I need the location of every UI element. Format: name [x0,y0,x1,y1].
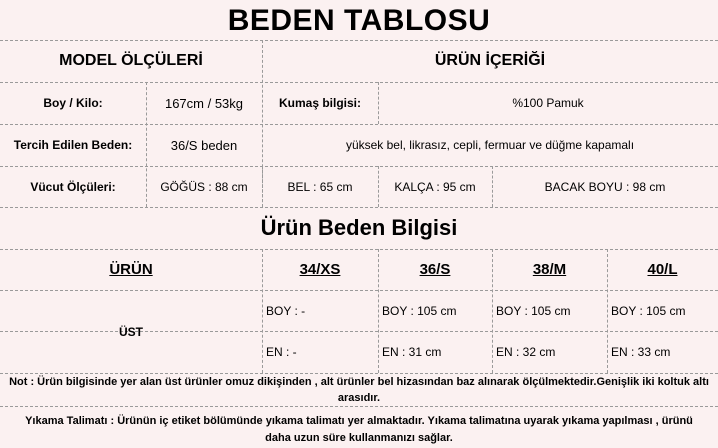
fabric-label: Kumaş bilgisi: [278,96,361,110]
leg-measurement: BACAK BOYU : 98 cm [544,179,666,194]
size-header-38m: 38/M [532,261,567,278]
product-header: ÜRÜN İÇERİĞİ [434,52,546,69]
waist-measurement: BEL : 65 cm [287,179,353,194]
boy-34xs: BOY : - [266,303,306,318]
height-weight-label: Boy / Kilo: [43,96,103,110]
boy-36s: BOY : 105 cm [382,303,457,318]
en-40l: EN : 33 cm [611,345,671,359]
top-garment-label: ÜST [119,324,143,339]
preferred-size-label: Tercih Edilen Beden: [13,138,133,152]
fabric-value: %100 Pamuk [512,96,584,110]
wash-instruction-line2: daha uzun süre kullanmanızı sağlar. [265,432,453,444]
en-36s: EN : 31 cm [382,345,442,359]
size-info-title: Ürün Beden Bilgisi [260,215,458,240]
boy-40l: BOY : 105 cm [611,303,686,318]
wash-instruction-line1: Yıkama Talimatı : Ürünün iç etiket bölümünde yıkama talimatı yer almaktadır. Yıkama talimatına uyarak yıkama yapılması , ürünü [25,415,693,427]
size-header-36s: 36/S [419,261,451,278]
preferred-size-value: 36/S beden [170,137,238,153]
body-measurements-label: Vücut Ölçüleri: [30,179,116,194]
height-weight-value: 167cm / 53kg [164,95,244,111]
en-34xs: EN : - [266,345,297,359]
product-features: yüksek bel, likrasız, cepli, fermuar ve düğme kapamalı [345,138,635,152]
size-header-34xs: 34/XS [299,261,341,278]
measurement-note-line2: arasıdır. [337,392,381,404]
divider [0,406,718,407]
page-title: BEDEN TABLOSU [227,4,491,37]
boy-38m: BOY : 105 cm [496,303,571,318]
en-38m: EN : 32 cm [496,345,556,359]
product-column-header: ÜRÜN [109,261,153,278]
chest-measurement: GÖĞÜS : 88 cm [160,179,248,194]
hip-measurement: KALÇA : 95 cm [394,179,476,194]
model-header: MODEL ÖLÇÜLERİ [59,52,203,69]
size-header-40l: 40/L [647,261,678,278]
measurement-note-line1: Not : Ürün bilgisinde yer alan üst ürünler omuz dikişinden , alt ürünler bel hizasından baz alınarak ölçülmektedir.Genişlik iki koltuk altı [9,376,709,388]
